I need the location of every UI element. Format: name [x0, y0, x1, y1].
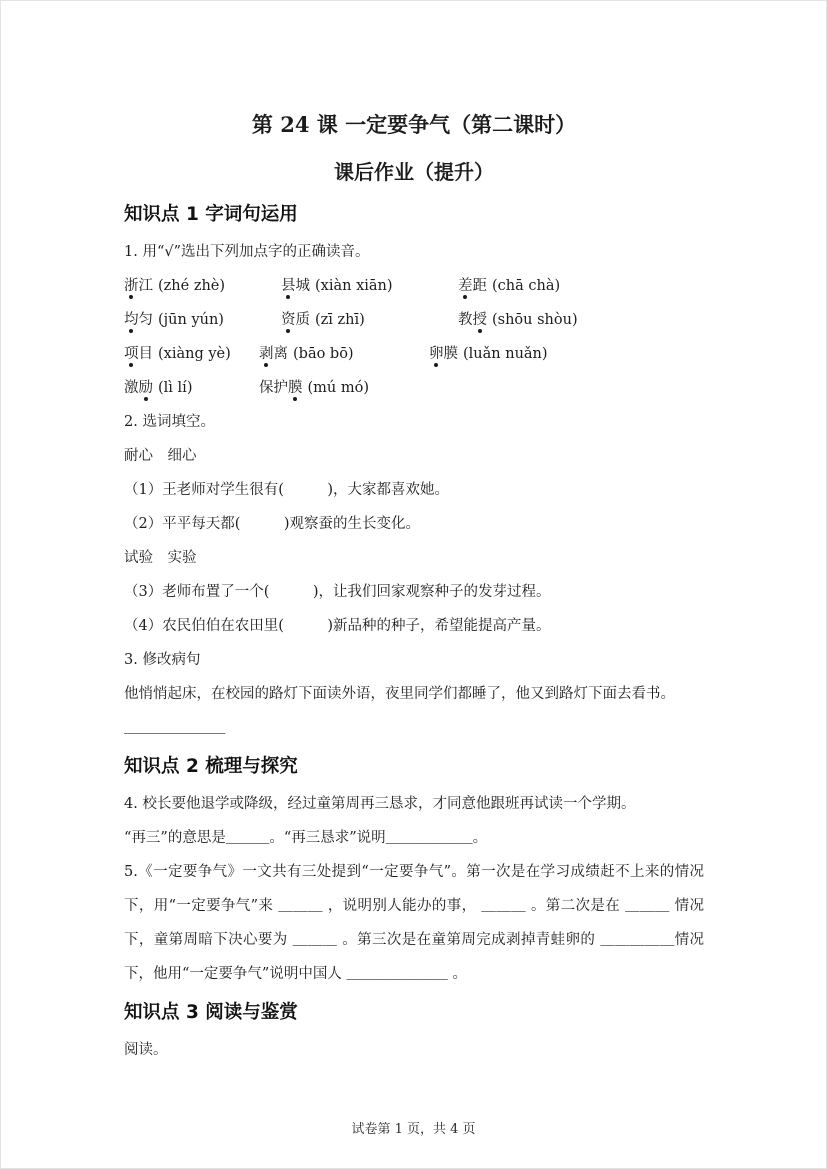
- page-number-footer: 试卷第 1 页，共 4 页: [351, 1122, 476, 1138]
- dotted-character: 县: [281, 278, 296, 295]
- pinyin-word-zhejiang: [124, 269, 281, 303]
- question-4-text: 4. 校长要他退学或降级，经过童第周再三恳求，才同意他跟班再试读一个学期。: [124, 795, 636, 812]
- pinyin-word-luanmo: [429, 337, 548, 371]
- pinyin-options: (luǎn nuǎn): [463, 346, 548, 363]
- pinyin-word-junyun: [124, 303, 281, 337]
- question-5-text: 5.《一定要争气》一文共有三处提到“一定要争气”。第一次是在学习成绩赶不上来的情况下，用“一定要争气”来 ＿＿＿ ，说明别人能办的事， ＿＿＿ 。第二次是在 ＿＿＿ 情况下，童第周暗下决心要为 ＿＿＿ 。第三次是在童第周完成剥掉青蛙卵的 ＿＿＿＿＿情况下，他用“一定要争气”说明中国人 ＿＿＿＿＿＿＿ 。: [124, 863, 704, 982]
- question-3-sentence: 他悄悄起床，在校园的路灯下面读外语，夜里同学们都睡了，他又到路灯下面去看书。: [124, 686, 675, 703]
- dotted-character: 授: [472, 312, 487, 329]
- pinyin-options: (bāo bō): [293, 346, 354, 363]
- dotted-character: 差: [458, 278, 473, 295]
- dotted-character: 项: [124, 346, 139, 363]
- question-3-prompt: 3. 修改病句: [124, 652, 201, 669]
- word-text: 教: [458, 312, 473, 329]
- word-text: 江: [138, 278, 153, 295]
- section-2-heading: 知识点 2 梳理与探究: [124, 756, 298, 778]
- worksheet-subtitle: 课后作业（提升）: [334, 160, 494, 185]
- word-text: 离: [273, 346, 288, 363]
- question-4-blanks: “再三”的意思是＿＿＿。“再三恳求”说明＿＿＿＿＿＿。: [124, 829, 488, 846]
- word-text: 膜: [443, 346, 458, 363]
- pinyin-options: (xiàng yè): [158, 346, 231, 363]
- pinyin-row-3: [124, 337, 704, 371]
- dotted-character: 均: [124, 312, 139, 329]
- pinyin-word-baohumo: [259, 371, 429, 405]
- section-1-heading: 知识点 1 字词句运用: [124, 204, 298, 226]
- worksheet-title: 第 24 课 一定要争气（第二课时）: [251, 112, 577, 137]
- fill-blank-item-2: （2）平平每天都( )观察蚕的生长变化。: [124, 516, 421, 533]
- question-2-prompt: 2. 选词填空。: [124, 414, 215, 431]
- section-3-heading: 知识点 3 阅读与鉴赏: [124, 1001, 298, 1023]
- word-bank-1: 耐心 细心: [124, 448, 197, 465]
- word-text: 保护: [259, 380, 288, 397]
- pinyin-options: (jūn yún): [158, 312, 224, 329]
- pinyin-word-jiaoshou: [458, 303, 578, 337]
- pinyin-row-2: [124, 303, 704, 337]
- pinyin-word-jili: [124, 371, 259, 405]
- dotted-character: 浙: [124, 278, 139, 295]
- pinyin-word-xiangmu: [124, 337, 259, 371]
- word-text: 目: [138, 346, 153, 363]
- word-text: 距: [472, 278, 487, 295]
- word-bank-2: 试验 实验: [124, 550, 197, 567]
- pinyin-word-chaju: [458, 269, 560, 303]
- pinyin-options: (chā chà): [492, 278, 561, 295]
- pinyin-options: (zhé zhè): [158, 278, 226, 295]
- dotted-character: 资: [281, 312, 296, 329]
- section-3-body: 阅读。: [124, 1041, 168, 1058]
- pinyin-options: (shōu shòu): [492, 312, 578, 329]
- fill-blank-item-3: （3）老师布置了一个( )，让我们回家观察种子的发芽过程。: [124, 584, 551, 601]
- pinyin-options: (mú mó): [307, 380, 369, 397]
- fill-blank-item-1: （1）王老师对学生很有( )，大家都喜欢她。: [124, 482, 450, 499]
- dotted-character: 膜: [288, 380, 303, 397]
- pinyin-row-4: [124, 371, 704, 405]
- dotted-character: 励: [138, 380, 153, 397]
- word-text: 城: [295, 278, 310, 295]
- dotted-character: 卵: [429, 346, 444, 363]
- question-3-answer-line: ＿＿＿＿＿＿＿: [124, 720, 226, 737]
- dotted-character: 剥: [259, 346, 274, 363]
- pinyin-word-xiancheng: [281, 269, 458, 303]
- pinyin-word-boli: [259, 337, 429, 371]
- word-text: 激: [124, 380, 139, 397]
- fill-blank-item-4: （4）农民伯伯在农田里( )新品种的种子，希望能提高产量。: [124, 618, 551, 635]
- pinyin-options: (zī zhī): [315, 312, 365, 329]
- pinyin-row-1: [124, 269, 704, 303]
- word-text: 匀: [138, 312, 153, 329]
- word-text: 质: [295, 312, 310, 329]
- question-1-prompt: 1. 用“√”选出下列加点字的正确读音。: [124, 244, 370, 261]
- pinyin-options: (xiàn xiān): [315, 278, 393, 295]
- pinyin-options: (lì lí): [158, 380, 193, 397]
- pinyin-word-zizhi: [281, 303, 458, 337]
